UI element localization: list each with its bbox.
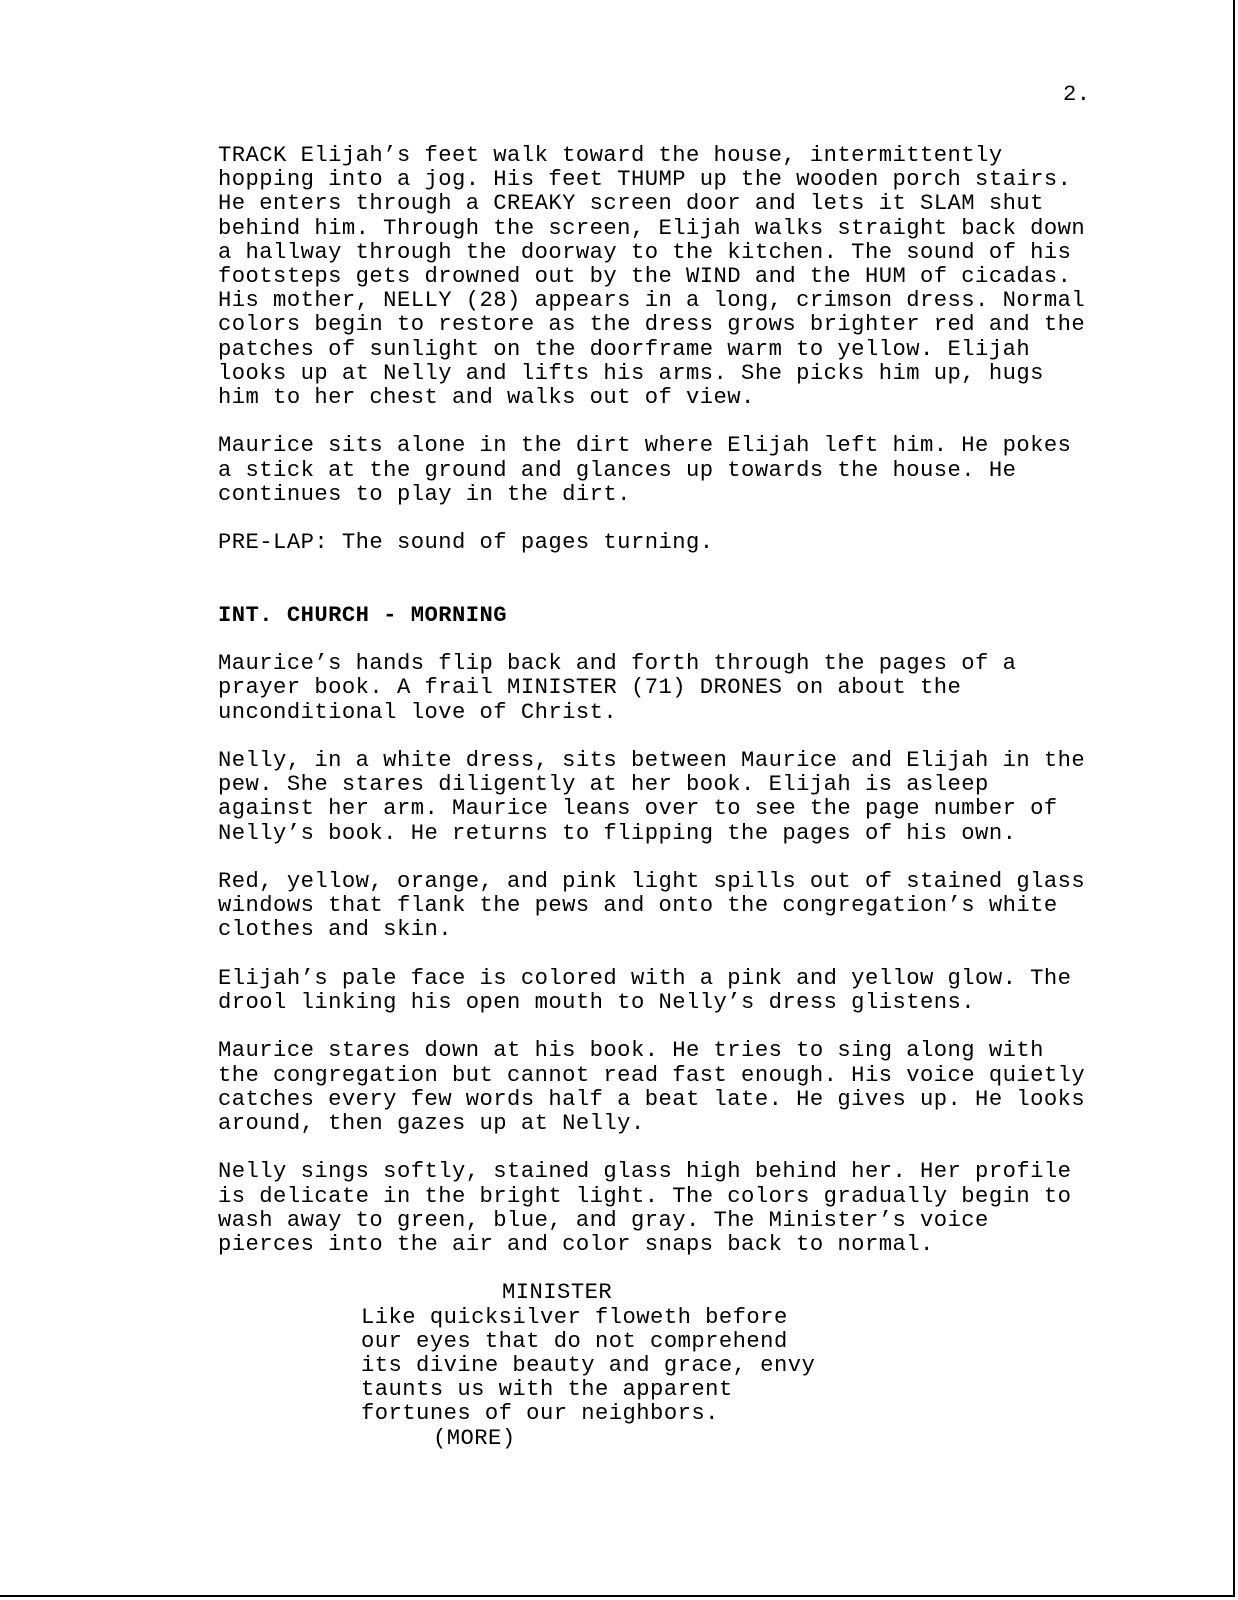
action-paragraph: Nelly sings softly, stained glass high behind her. Her profile is delicate in the bright light. The colors gradually begin to wash away to green, blue, and gray. The Minister’s voice pierces into the air and color snaps back to normal. <box>218 1159 1072 1257</box>
action-paragraph: Elijah’s pale face is colored with a pink and yellow glow. The drool linking his open mouth to Nelly’s dress glistens. <box>218 965 1072 1015</box>
action-paragraph: Red, yellow, orange, and pink light spills out of stained glass windows that flank the pews and onto the congregation’s white clothes and skin. <box>218 869 1086 943</box>
scene-heading: INT. CHURCH - MORNING <box>218 602 508 628</box>
action-paragraph: Maurice’s hands flip back and forth through the pages of a prayer book. A frail MINISTER (71) DRONES on about the unconditional love of Christ. <box>218 651 1017 725</box>
action-paragraph: TRACK Elijah’s feet walk toward the house, intermittently hopping into a jog. His feet THUMP up the wooden porch stairs. He enters through a CREAKY screen door and lets it SLAM shut behind him. Through the screen, Elijah walks straight back down a hallway through the doorway to the kitchen. The sound of his footsteps gets drowned out by the WIND and the HUM of cicadas. His mother, NELLY (28) appears in a long, crimson dress. Normal colors begin to restore as the dress grows brighter red and the patches of sunlight on the doorframe warm to yellow. Elijah looks up at Nelly and lifts his arms. She picks him up, hugs him to her chest and walks out of view. <box>218 143 1086 411</box>
action-paragraph: PRE-LAP: The sound of pages turning. <box>218 530 714 556</box>
more-continuation: (MORE) <box>433 1425 516 1451</box>
script-body <box>218 144 1138 1451</box>
dialogue: Like quicksilver floweth before our eyes that do not comprehend its divine beauty and grace, envy taunts us with the apparent fortunes of our neighbors. <box>361 1304 816 1427</box>
action-paragraph: Nelly, in a white dress, sits between Maurice and Elijah in the pew. She stares diligently at her book. Elijah is asleep against her arm. Maurice leans over to see the page number of Nelly’s book. He returns to flipping the pages of his own. <box>218 748 1086 846</box>
character-name: MINISTER <box>502 1280 613 1306</box>
action-paragraph: Maurice sits alone in the dirt where Elijah left him. He pokes a stick at the ground and glances up towards the house. He continues to play in the dirt. <box>218 433 1072 507</box>
page-number: 2. <box>1063 82 1091 107</box>
action-paragraph: Maurice stares down at his book. He tries to sing along with the congregation but cannot read fast enough. His voice quietly catches every few words half a beat late. He gives up. He looks around, then gazes up at Nelly. <box>218 1038 1086 1136</box>
